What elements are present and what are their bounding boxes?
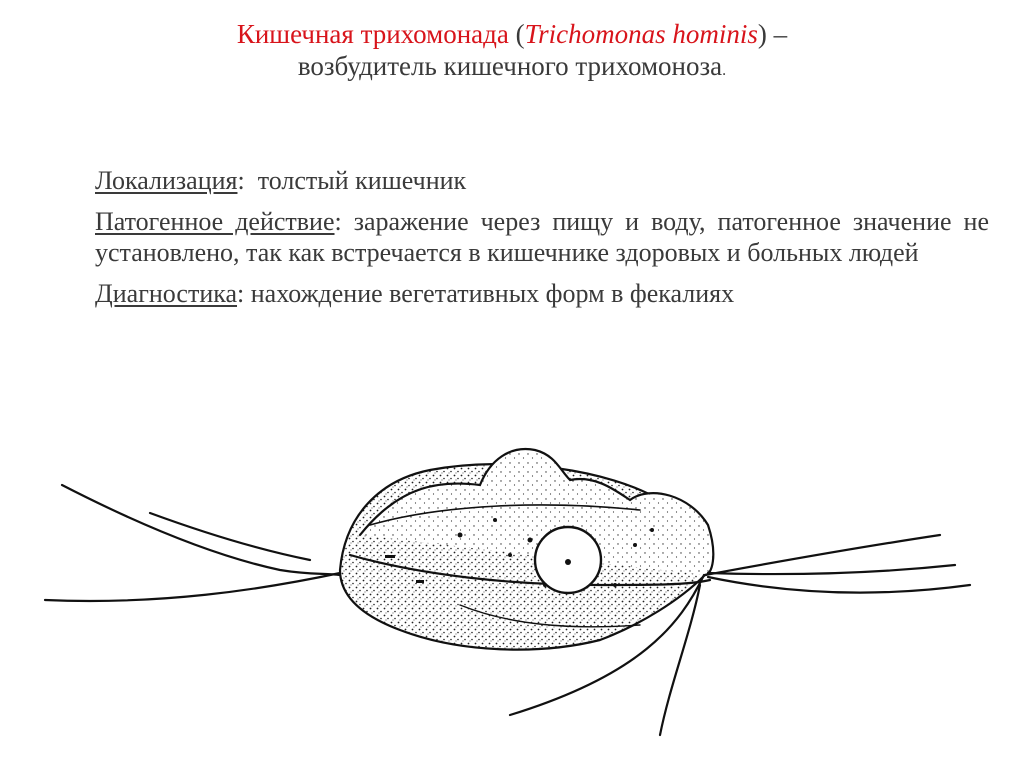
title-paren-open: ( — [508, 19, 525, 49]
flagellum-right-2 — [708, 565, 955, 574]
cell-drawing — [45, 449, 970, 735]
flagellum-right-3 — [708, 577, 970, 593]
item-label: Диагностика — [95, 279, 238, 308]
item-text: заражение через пищу и воду, патогенное значение не установлено, так как встречается в кишечнике здоровых и больных людей — [95, 207, 989, 267]
flagellum-left-lower — [45, 573, 340, 601]
item-pathogenic-action — [95, 206, 989, 268]
slide-title — [60, 18, 964, 87]
item-label: Локализация — [95, 166, 238, 195]
item-sep: : — [334, 207, 354, 236]
title-name: Кишечная трихомонада — [236, 19, 509, 49]
trichomonas-illustration — [40, 425, 980, 755]
item-diagnostics — [95, 278, 989, 309]
item-text: нахождение вегетативных форм в фекалиях — [250, 279, 735, 308]
title-line2: возбудитель кишечного трихомоноза — [297, 51, 723, 81]
title-latin: Trichomonas hominis — [524, 19, 758, 49]
item-localization — [95, 165, 989, 196]
item-sep: : — [237, 279, 251, 308]
item-sep: : — [237, 166, 258, 195]
slide-body — [95, 165, 989, 319]
item-text: толстый кишечник — [257, 166, 467, 195]
title-period: . — [722, 62, 727, 79]
nucleolus — [565, 559, 571, 565]
title-paren-close: ) – — [757, 19, 788, 49]
item-label: Патогенное действие — [95, 207, 335, 236]
